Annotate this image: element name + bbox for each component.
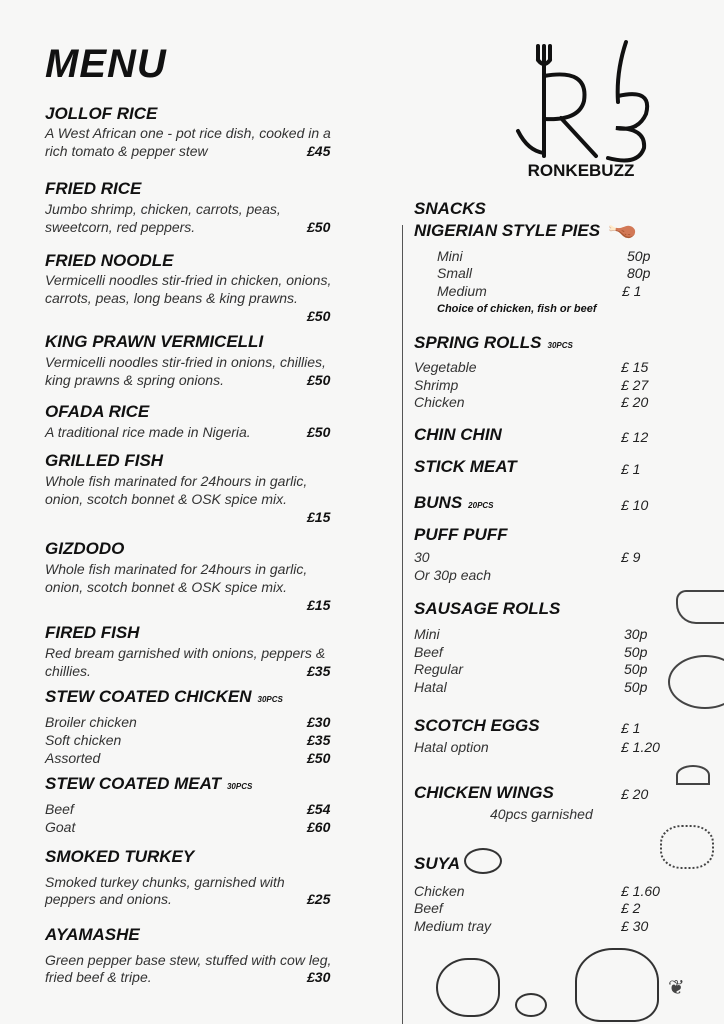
row-label: Soft chicken [45, 732, 122, 748]
item-price: £ 10 [621, 497, 649, 513]
item-price: £30 [307, 969, 331, 985]
item-price: £ 12 [621, 429, 649, 445]
row-price: £30 [307, 714, 331, 730]
item-title: PUFF PUFF [414, 525, 508, 544]
item-desc: Whole fish marinated for 24hours in garlic, [45, 561, 308, 577]
item-price: £45 [307, 143, 331, 159]
item-title: SUYA [414, 854, 460, 873]
row-label: Shrimp [414, 377, 459, 393]
row-price: £35 [307, 732, 331, 748]
row-price: £ 30 [621, 918, 649, 934]
item-price: £50 [307, 219, 331, 235]
row-price: £ 9 [621, 549, 641, 565]
bacon-sketch-icon [676, 590, 724, 624]
roast-chicken-sketch-icon [575, 948, 659, 1022]
item-desc: carrots, peas, long beans & king prawns. [45, 290, 298, 306]
plate-sketch-icon [668, 655, 724, 709]
section-title: SNACKS [414, 199, 486, 218]
item-price: £15 [307, 597, 331, 613]
row-price: £50 [307, 750, 331, 766]
item-title: GRILLED FISH [45, 451, 164, 470]
row-label: Hatal [414, 679, 447, 695]
steak-icon [464, 848, 502, 874]
item-title: CHIN CHIN [414, 425, 502, 444]
item-title: SMOKED TURKEY [45, 847, 195, 866]
item-desc: Vermicelli noodles stir-fried in chicken, onions, [45, 272, 332, 288]
item-price: £ 1 [621, 461, 641, 477]
item-desc: Smoked turkey chunks, garnished with [45, 874, 285, 890]
item-desc: rich tomato & pepper stew [45, 143, 208, 159]
item-desc: Vermicelli noodles stir-fried in onions, chillies, [45, 354, 326, 370]
item-title: FIRED FISH [45, 623, 140, 642]
pies-note: Choice of chicken, fish or beef [437, 303, 597, 315]
item-desc: fried beef & tripe. [45, 969, 152, 985]
row-price: 50p [624, 679, 648, 695]
row-price: 50p [627, 248, 651, 264]
row-label: Medium [437, 283, 487, 299]
ronkebuzz-logo [506, 36, 656, 186]
fork-knife-monogram-icon [506, 36, 656, 186]
row-label: Goat [45, 819, 76, 835]
row-label: Beef [414, 644, 443, 660]
item-title: BUNS 20PCS [414, 493, 494, 512]
brand-name: RONKEBUZZ [527, 161, 635, 180]
item-price: £35 [307, 663, 331, 679]
item-title: AYAMASHE [45, 925, 140, 944]
row-label: Beef [414, 900, 443, 916]
item-title: STEW COATED MEAT 30PCS [45, 774, 253, 793]
item-price: £50 [307, 424, 331, 440]
item-title: FRIED RICE [45, 179, 142, 198]
page-title: MENU [45, 42, 167, 86]
item-desc: A West African one - pot rice dish, cooked in a [45, 125, 331, 141]
item-desc: onion, scotch bonnet & OSK spice mix. [45, 579, 288, 595]
row-label: Vegetable [414, 359, 477, 375]
row-price: £ 1 [622, 283, 642, 299]
item-title: SCOTCH EGGS [414, 716, 540, 735]
row-label: Medium tray [414, 918, 492, 934]
item-desc: sweetcorn, red peppers. [45, 219, 196, 235]
item-title: JOLLOF RICE [45, 104, 158, 123]
row-label: Broiler chicken [45, 714, 137, 730]
row-price: £ 1.60 [621, 883, 660, 899]
item-price: £ 1 [621, 720, 641, 736]
item-desc: Jumbo shrimp, chicken, carrots, peas, [45, 201, 281, 217]
item-price: £15 [307, 509, 331, 525]
wings-note: 40pcs garnished [490, 806, 593, 822]
item-price: £25 [307, 891, 331, 907]
item-title: CHICKEN WINGS [414, 783, 554, 802]
row-label: Assorted [45, 750, 101, 766]
row-label: Regular [414, 661, 464, 677]
item-desc: king prawns & spring onions. [45, 372, 224, 388]
item-title: FRIED NOODLE [45, 251, 174, 270]
drumstick-icon: 🍗 [606, 214, 640, 248]
row-price: £ 20 [621, 394, 649, 410]
row-price: 30p [624, 626, 648, 642]
row-price: £54 [307, 801, 331, 817]
row-price: 50p [624, 644, 648, 660]
item-title: NIGERIAN STYLE PIES [414, 221, 601, 240]
row-label: 30 [414, 549, 430, 565]
lemon-slice-icon [515, 993, 547, 1017]
row-label: Chicken [414, 883, 465, 899]
row-price: £ 1.20 [621, 739, 660, 755]
row-label: Or 30p each [414, 567, 492, 583]
item-desc: Whole fish marinated for 24hours in garlic, [45, 473, 308, 489]
item-price: £50 [307, 372, 331, 388]
skewer-sketch-icon [660, 825, 714, 869]
item-title: SAUSAGE ROLLS [414, 599, 561, 618]
item-title: OFADA RICE [45, 402, 150, 421]
item-desc: Green pepper base stew, stuffed with cow leg, [45, 952, 332, 968]
row-price: 50p [624, 661, 648, 677]
row-price: 80p [627, 265, 651, 281]
row-label: Mini [414, 626, 440, 642]
column-divider [402, 225, 403, 1024]
orange-slice-icon [676, 765, 710, 785]
item-desc: chillies. [45, 663, 91, 679]
item-price: £50 [307, 308, 331, 324]
row-price: £60 [307, 819, 331, 835]
row-label: Chicken [414, 394, 465, 410]
item-title: GIZDODO [45, 539, 125, 558]
item-desc: Red bream garnished with onions, peppers & [45, 645, 326, 661]
item-title: STICK MEAT [414, 457, 517, 476]
item-desc: peppers and onions. [45, 891, 172, 907]
item-title: SPRING ROLLS 30PCS [414, 333, 573, 352]
row-label: Beef [45, 801, 74, 817]
row-label: Small [437, 265, 473, 281]
row-label: Hatal option [414, 739, 489, 755]
row-price: £ 15 [621, 359, 649, 375]
item-desc: A traditional rice made in Nigeria. [45, 424, 251, 440]
row-price: £ 27 [621, 377, 649, 393]
chicken-leg-sketch-icon [436, 958, 500, 1017]
row-price: £ 2 [621, 900, 641, 916]
item-title: STEW COATED CHICKEN 30PCS [45, 687, 283, 706]
item-price: £ 20 [621, 786, 649, 802]
item-desc: onion, scotch bonnet & OSK spice mix. [45, 491, 288, 507]
row-label: Mini [437, 248, 463, 264]
item-title: KING PRAWN VERMICELLI [45, 332, 264, 351]
herb-sprig-icon: ❦ [668, 977, 685, 999]
